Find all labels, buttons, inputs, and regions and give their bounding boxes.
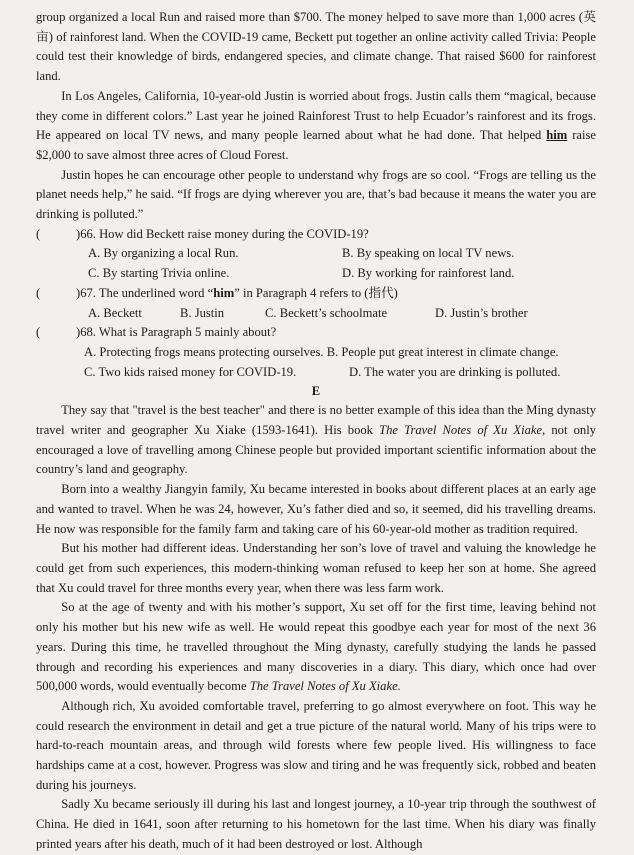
question-66 xyxy=(36,225,596,245)
paragraph-text: In Los Angeles, California, 10-year-old Justin is worried about frogs. Justin calls them “magical, because they come in different colors.” Last year he joined Rainforest Trust to help Ecuador’s rainforest and its frogs. He appeared on local TV news, and many people learned about what he had done. That helped xyxy=(36,88,596,143)
option-c: C. By starting Trivia online. xyxy=(88,266,230,281)
question-stem: ” in Paragraph 4 refers to (指代) xyxy=(234,285,398,300)
answer-blank[interactable]: ( xyxy=(36,325,41,340)
question-stem: )66. How did Beckett raise money during the COVID-19? xyxy=(76,226,369,241)
passage-d-paragraph-3: group organized a local Run and raised more than $700. The money helped to save more than 1,000 acres (英亩) of rainforest land. When the COVID-19 came, Beckett put together an online activity called Trivia: People could test their knowledge of birds, endangered species, and climate change. That raised $600 for rainforest land. xyxy=(36,10,596,84)
option-d: D. The water you are drinking is polluted. xyxy=(349,364,561,379)
question-67 xyxy=(36,284,596,304)
passage-e-paragraph-3: But his mother had different ideas. Understanding her son’s love of travel and valuing the knowledge he could get from such experiences, this modern-thinking woman refused to keep her son at home. She agreed that Xu could travel for three months every year, when there was less farm work. xyxy=(36,541,596,595)
passage-d-paragraph-5: Justin hopes he can encourage other people to understand why frogs are so cool. “Frogs are telling us the planet needs help,” he said. “If frogs are dying wherever you are, that’s bad because it means the water you are drinking is polluted.” xyxy=(36,167,596,222)
option-d: D. Justin’s brother xyxy=(435,305,528,320)
question-66-options-row-1 xyxy=(36,244,596,264)
option-a: A. By organizing a local Run. xyxy=(88,246,239,261)
paragraph-text: raise $2,000 to save almost three acres of Cloud Forest. xyxy=(36,128,596,162)
question-stem: )68. What is Paragraph 5 mainly about? xyxy=(76,325,277,340)
book-title: The Travel Notes of Xu Xiake. xyxy=(249,679,401,694)
passage-e-paragraph-1 xyxy=(36,401,596,480)
question-68-options-row-1 xyxy=(36,343,596,363)
passage-d-paragraph-4 xyxy=(36,87,596,166)
question-67-options xyxy=(36,304,596,324)
passage-e-paragraph-4 xyxy=(36,598,596,697)
question-68-options-row-2 xyxy=(36,363,596,383)
paragraph-text: So at the age of twenty and with his mother’s support, Xu set off for the first time, leaving behind not only his mother but his new wife as well. He would repeat this goodbye each year for most of the next 36 years. During this time, he travelled throughout the Ming dynasty, carefully studying the lands he passed through and recording his experiences and many discoveries in a diary. This diary, which once had over 500,000 words, would eventually become xyxy=(36,600,596,694)
option-a-b: A. Protecting frogs means protecting ourselves. B. People put great interest in climate change. xyxy=(84,344,559,359)
section-letter-e: E xyxy=(311,384,321,399)
paragraph-text: not only encouraged a love of travelling among Chinese people but provided important scientific information about the country’s land and geography. xyxy=(36,423,596,477)
book-title: The Travel Notes of Xu Xiake, xyxy=(379,423,546,438)
question-66-options-row-2 xyxy=(36,264,596,284)
question-stem-word: him xyxy=(213,285,235,300)
paragraph-text: They say that "travel is the best teacher" and there is no better example of this idea than the Ming dynasty travel writer and geographer Xu Xiake (1593-1641). His book xyxy=(36,403,596,438)
option-a: A. Beckett xyxy=(88,305,142,320)
option-b: B. Justin xyxy=(180,305,225,320)
option-b: B. By speaking on local TV news. xyxy=(342,246,515,261)
option-c: C. Beckett’s schoolmate xyxy=(265,305,388,320)
underlined-word-him: him xyxy=(546,128,568,143)
passage-e-paragraph-6: Sadly Xu became seriously ill during his last and longest journey, a 10-year trip through the southwest of China. He died in 1641, soon after returning to his hometown for the last time. When his diary was finally printed years after his death, much of it had been destroyed or lost. Although xyxy=(36,797,596,851)
option-d: D. By working for rainforest land. xyxy=(342,266,515,281)
question-stem: )67. The underlined word “ xyxy=(76,285,214,300)
question-68 xyxy=(36,323,596,343)
passage-e-paragraph-5: Although rich, Xu avoided comfortable travel, preferring to go almost everywhere on foot. This way he could research the environment in detail and get a true picture of the natural world. Many of his trips were to hard-to-reach mountain areas, and through wild forests where few people lived. His willingness to face hardships came at a cost, however. Progress was slow and tiring and he was frequently sick, robbed and beaten during his journeys. xyxy=(36,698,596,792)
answer-blank[interactable]: ( xyxy=(36,285,41,300)
option-c: C. Two kids raised money for COVID-19. xyxy=(84,364,297,379)
answer-blank[interactable]: ( xyxy=(36,226,41,241)
passage-e-paragraph-2: Born into a wealthy Jiangyin family, Xu became interested in books about different places at an early age and wanted to travel. When he was 24, however, Xu’s father died and so, it seemed, did his travelling dreams. He now was responsible for the family farm and taking care of his 60-year-old mother as tradition required. xyxy=(36,482,596,536)
